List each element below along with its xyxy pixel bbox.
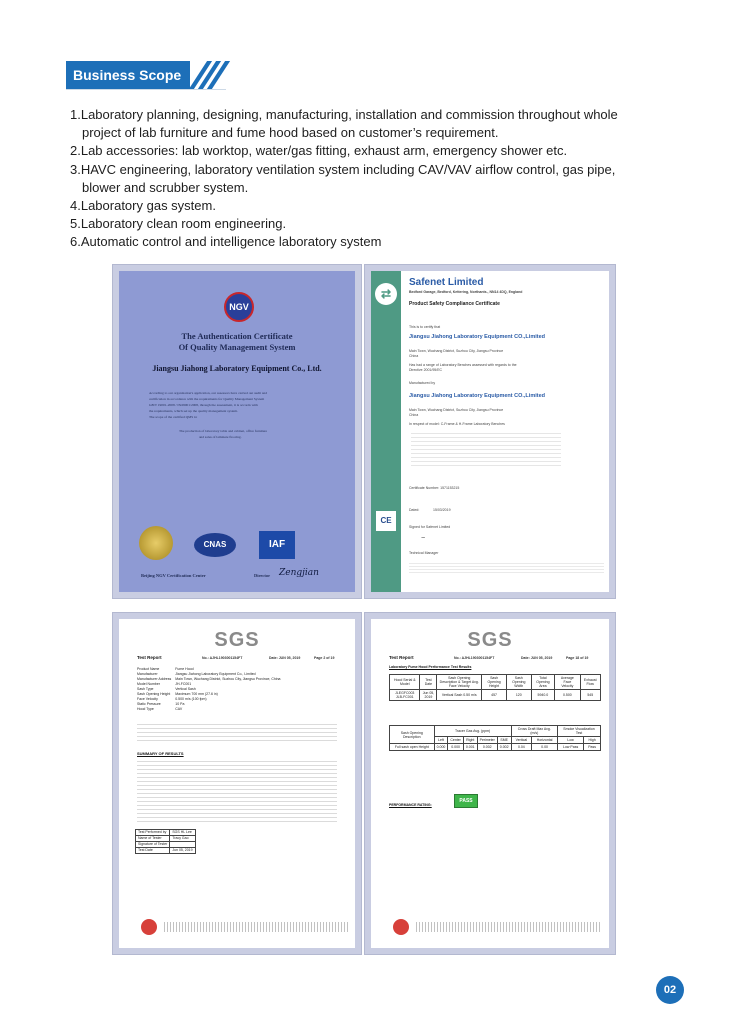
table-header: Hood Serial & Model [390, 675, 420, 690]
table-cell: 0.04 [511, 744, 532, 751]
scope-item: 2.Lab accessories: lab worktop, water/gas fitting, exhaust arm, emergency shower etc. [70, 143, 568, 159]
field-value: CAV [175, 707, 183, 711]
rating-label: PERFORMANCE RATING: [389, 803, 432, 807]
cert-issuer: Beijing NGV Certification Center [141, 573, 206, 578]
table-header: Sash Opening Description [390, 726, 435, 744]
director-signature: Zengjian [279, 568, 319, 578]
field-value: 10 Pa [175, 702, 185, 706]
table-header: Perimeter [477, 737, 497, 744]
scope-item: 6.Automatic control and intelligence laboratory system [70, 234, 382, 250]
table-cell: Full sash open Height [390, 744, 435, 751]
cert-text: In respect of model: C-Frame & H-Frame Laboratory Benches [409, 422, 505, 426]
certificate-sidebar [371, 271, 401, 592]
report-page: Page 18 of 19 [566, 656, 589, 660]
cert-text: Main Town, Wuchang District, Suzhou City, Jiangsu Province [409, 349, 504, 353]
scope-item: blower and scrubber system. [82, 179, 249, 195]
safenet-logo-icon: ⇄ [375, 283, 397, 305]
certificate-safenet [364, 264, 616, 599]
cert-text: Signed for Safenet Limited [409, 525, 451, 529]
performance-table [389, 674, 601, 701]
table-cell: 120 [507, 690, 532, 701]
table-header: Average Face Velocity [555, 675, 580, 690]
field-value: Jiangsu Jiahong Laboratory Equipment Co., Limited [175, 672, 256, 676]
table-cell: 5940.0 [531, 690, 555, 701]
report-date: Date: JUN 05, 2019 [269, 656, 301, 660]
report-page: Page 2 of 19 [314, 656, 335, 660]
report-paragraph [137, 724, 337, 744]
table-header: Right [463, 737, 477, 744]
field-label: Sash Type [137, 687, 154, 691]
table-header: Horizontal [532, 737, 558, 744]
report-title: Test Report [137, 655, 162, 660]
cert-director-label: Director [254, 573, 271, 578]
certificate-paper [119, 271, 355, 592]
table-cell: Vertical Sash 0.50 m/s [437, 690, 482, 701]
field-value: 0.500 m/s (100 fpm) [175, 697, 207, 701]
scope-item: 3.HAVC engineering, laboratory ventilation system including CAV/VAV airflow control, gas pipe, [70, 161, 616, 177]
divider [66, 89, 226, 90]
table-cell: 0.00 [532, 744, 558, 751]
field-value: Vertical Sash [175, 687, 196, 691]
safenet-address: Bedford Garage, Bedford, Kettering, Northants., NN14 4DQ, England [409, 290, 523, 294]
field-value: Jun 05, 2019 [170, 848, 195, 854]
report-number: No.: AJHL1903001154FT [202, 656, 243, 660]
report-title: Test Report [389, 655, 414, 660]
table-header: Cross Draft Max Avg. (m/s) [511, 726, 557, 737]
product-info-table [135, 667, 283, 712]
table-cell: Jun 05, 2019 [420, 690, 437, 701]
cert-date-label: Dated: [409, 508, 420, 512]
table-cell: 0.001 [463, 744, 477, 751]
cert-text: This is to certify that [409, 325, 441, 329]
field-value: Main Town, Wuchang District, Suzhou City, Jiangsu Province, China [175, 677, 281, 681]
field-label: Face Velocity [137, 697, 158, 701]
cert-text: Main Town, Wuchang District, Suzhou City, Jiangsu Province [409, 408, 504, 412]
table-header: Smoke Visualization Test [558, 726, 601, 737]
field-label: Static Pressure [137, 702, 161, 706]
ce-mark: CE [376, 511, 396, 531]
cert-title: Of Quality Management System [178, 342, 296, 352]
sgs-report-1 [112, 612, 362, 955]
report-date: Date: JUN 05, 2019 [521, 656, 553, 660]
cert-text: Directive 2001/95/EC [409, 368, 443, 372]
table-cell: 0.500 [555, 690, 580, 701]
field-label: Signature of Tester [136, 842, 170, 848]
certificate-paper [371, 271, 609, 592]
cert-title: Product Safety Compliance Certificate [409, 301, 500, 307]
table-header: Left [434, 737, 448, 744]
cert-body: certification in accordance with the requirements for Quality Management System [149, 397, 265, 401]
report-footer [416, 922, 601, 932]
table-cell: 0.002 [497, 744, 511, 751]
table-row [135, 707, 283, 712]
scope-item: 4.Laboratory gas system. [70, 198, 216, 214]
sgs-report-2 [364, 612, 616, 955]
sgs-seal-icon [393, 919, 409, 935]
ngv-logo: NGV [224, 292, 254, 322]
field-label: Sash Opening Height [137, 692, 171, 696]
cert-text: Has had a range of Laboratory Benches assessed with regards to the [409, 363, 517, 367]
field-value: Fume Hood [175, 667, 194, 671]
certificate-ngv [112, 264, 362, 599]
cert-text: Manufactured by [409, 381, 436, 385]
pass-badge: PASS [454, 794, 478, 808]
table-row [136, 848, 196, 854]
table-row [136, 830, 196, 836]
table-header: Tracer Gas Avg. (ppm) [434, 726, 511, 737]
field-value: SGS HL Lee [170, 830, 195, 836]
field-value: Tracy Gao [170, 836, 195, 842]
page-number: 02 [656, 976, 684, 1004]
field-value: Maximum 700 mm (27.6 in) [175, 692, 218, 696]
signature-table [135, 829, 196, 854]
table-header: Exhaust Flow [580, 675, 601, 690]
field-label: Test Date [136, 848, 170, 854]
sgs-logo: SGS [214, 629, 260, 651]
field-value: JH-FC001 [175, 682, 192, 686]
cert-title: The Authentication Certificate [181, 331, 293, 341]
cert-body: and sales of laminate flooring. [199, 435, 242, 439]
field-label: Name of Tester [136, 836, 170, 842]
iaf-logo: IAF [259, 531, 295, 559]
gold-seal-icon [139, 526, 173, 560]
cert-body: According to our organization's application, our assessors have carried out audit and [149, 391, 267, 395]
cert-body: the requirements, which set up the quality management system. [149, 409, 238, 413]
scope-item: 1.Laboratory planning, designing, manufacturing, installation and commission throughout whole [70, 107, 618, 122]
field-label: Product Name [137, 667, 160, 671]
signature-mark: ~ [421, 535, 426, 542]
safenet-brand: Safenet Limited [409, 277, 484, 288]
table-header: Sash Opening Description & Target Avg. Face Velocity [437, 675, 482, 690]
tracer-gas-table [389, 725, 601, 751]
table-header: Sash Opening Height [482, 675, 507, 690]
table-header: Vertical [511, 737, 532, 744]
cert-date: 15/03/2019 [433, 508, 451, 512]
report-number: No.: AJHL1903001154FT [454, 656, 495, 660]
table-cell: 0.000 [448, 744, 464, 751]
sgs-logo: SGS [467, 629, 513, 651]
table-cell: 457 [482, 690, 507, 701]
table-title: Laboratory Fume Hood Performance Test Results [389, 665, 472, 669]
table-header: Test Date [420, 675, 437, 690]
section-title: Business Scope [66, 61, 190, 89]
table-cell: 545 [580, 690, 601, 701]
cert-company: Jiangsu Jiahong Laboratory Equipment Co., Ltd. [152, 364, 322, 373]
table-cell: Low Pass [558, 744, 584, 751]
cnas-logo: CNAS [194, 533, 236, 557]
cert-company: Jiangsu Jiahong Laboratory Equipment CO.,Limited [409, 334, 545, 340]
cert-footer [409, 563, 604, 575]
field-label: Manufacturer Address [137, 677, 172, 681]
table-header: SME [497, 737, 511, 744]
field-label: Hood Type [137, 707, 154, 711]
field-label: Manufacturer [137, 672, 158, 676]
report-paper [371, 619, 609, 948]
report-footer [164, 922, 349, 932]
cert-body: The production of laboratory table and cabinet, office furniture [179, 429, 268, 433]
cert-text: Technical Manager [409, 551, 439, 555]
report-paragraph [137, 761, 337, 823]
table-cell: 0.000 [434, 744, 448, 751]
table-header: High [584, 737, 601, 744]
scope-item: project of lab furniture and fume hood based on customer’s requirement. [82, 125, 499, 141]
scope-item: 5.Laboratory clean room engineering. [70, 216, 287, 232]
cert-text: China [409, 413, 419, 417]
table-cell: 0.002 [477, 744, 497, 751]
sgs-seal-icon [141, 919, 157, 935]
summary-title: SUMMARY OF RESULTS [137, 751, 184, 756]
cert-number: Certificate Number: 1571153215 [409, 486, 460, 490]
table-header: Center [448, 737, 464, 744]
cert-company: Jiangsu Jiahong Laboratory Equipment CO.,Limited [409, 393, 545, 399]
scope-list [70, 106, 710, 252]
cert-text: China [409, 354, 419, 358]
report-paper [119, 619, 355, 948]
field-label: Test Performed by [136, 830, 170, 836]
cert-body: GB/T 19001-2008 / ISO9001:2008, through the assessment, it is accords with [149, 403, 258, 407]
field-label: Model Number [137, 682, 160, 686]
cert-fineprint [411, 433, 561, 467]
cert-body: The scope of the certified QMS is: [149, 415, 198, 419]
table-cell: JLEGFC003 JLB-FC001 [390, 690, 420, 701]
table-header: Total Opening Area [531, 675, 555, 690]
table-header: Sash Opening Width [507, 675, 532, 690]
table-header: Low [558, 737, 584, 744]
table-cell: Pass [584, 744, 601, 751]
